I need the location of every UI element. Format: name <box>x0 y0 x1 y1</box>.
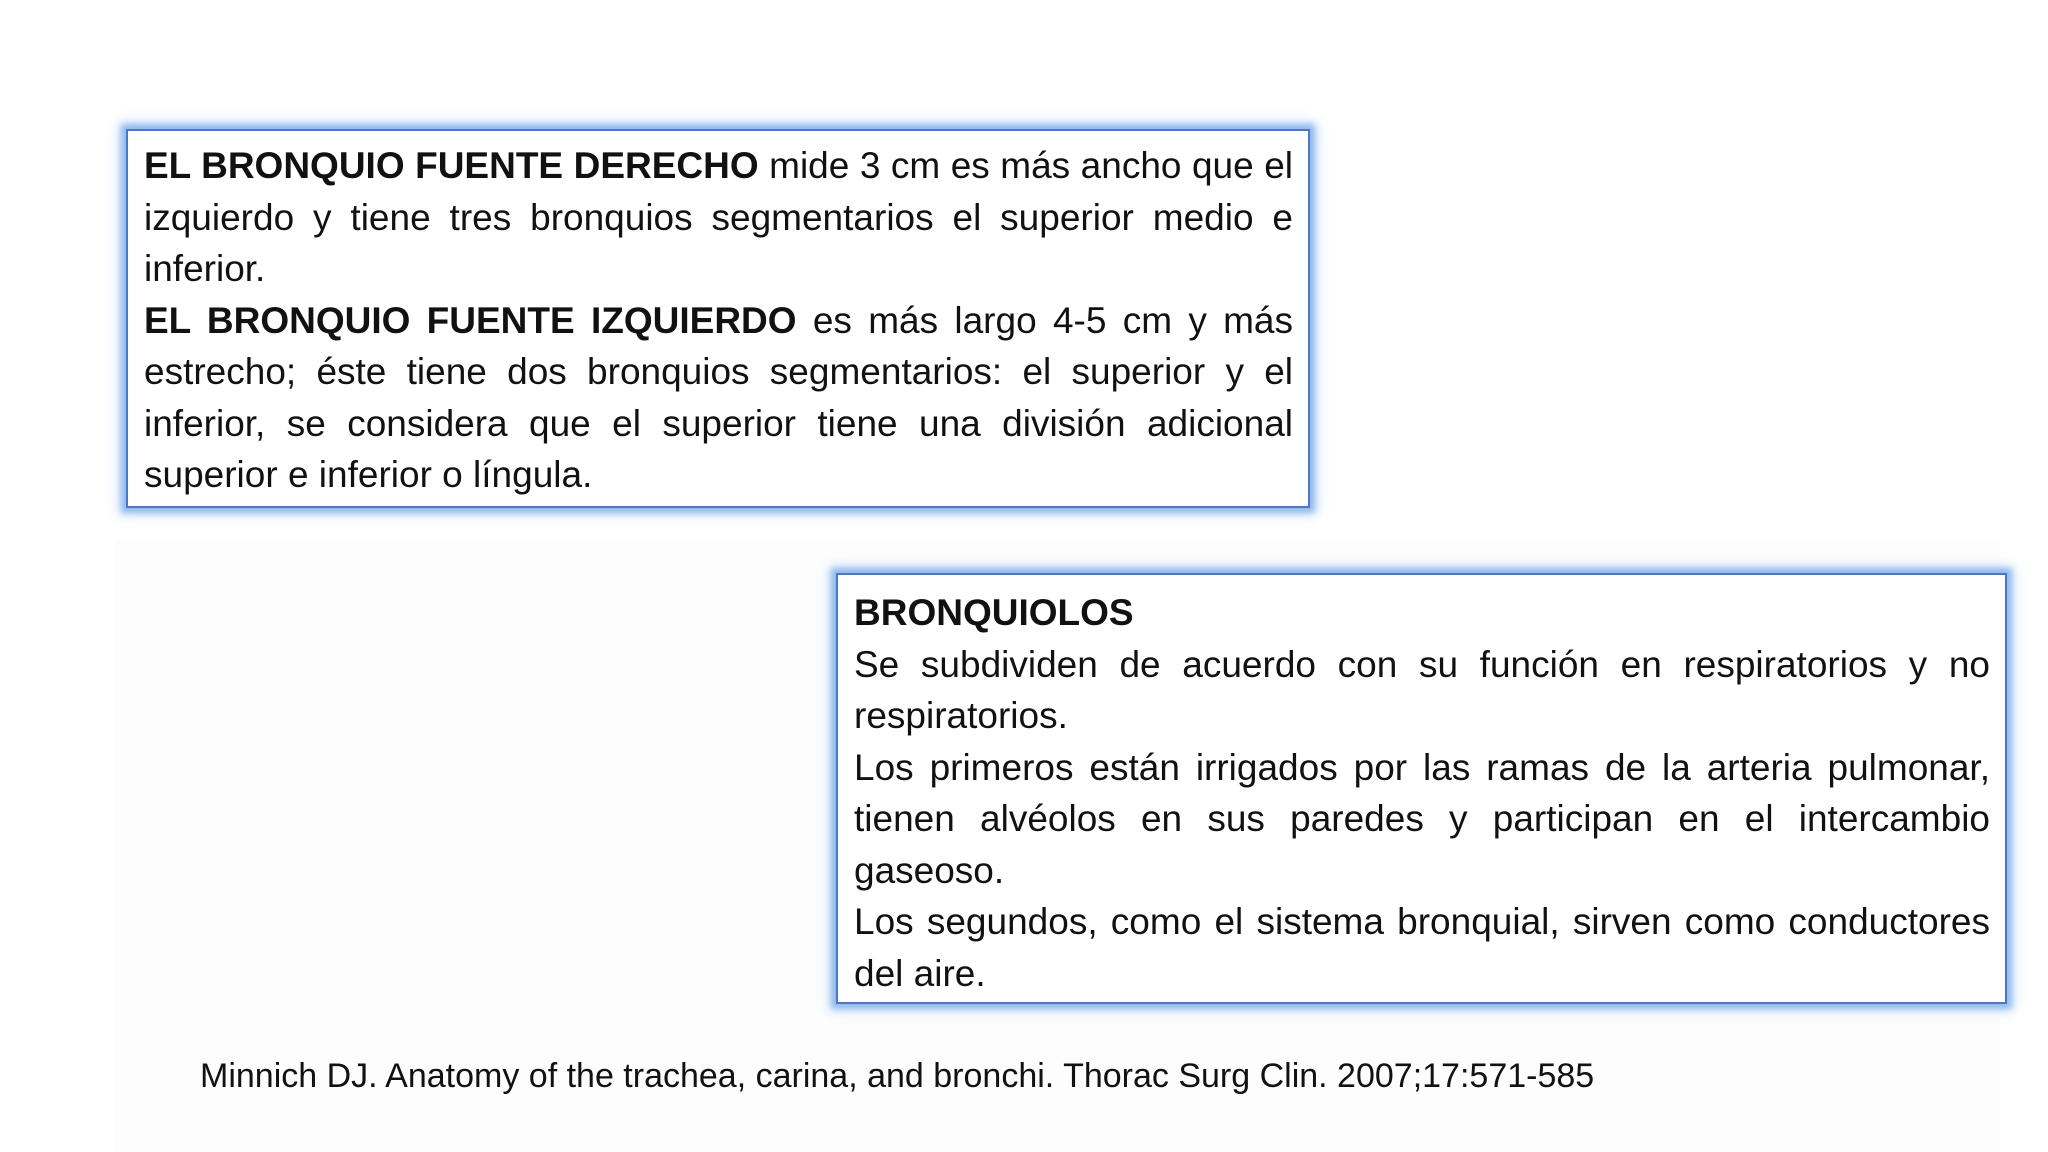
right-bronchus-paragraph <box>144 140 1293 295</box>
right-bronchus-text: mide 3 cm es más ancho que el izquierdo y tiene tres bronquios segmentarios el superior medio e inferior. <box>144 145 1294 289</box>
right-bronchus-heading: EL BRONQUIO FUENTE DERECHO <box>144 145 759 186</box>
reference-citation: Minnich DJ. Anatomy of the trachea, carina, and bronchi. Thorac Surg Clin. 2007;17:571-585 <box>200 1057 1595 1095</box>
bronchioles-paragraph-subdivision: Se subdividen de acuerdo con su función en respiratorios y no respiratorios. <box>854 643 1990 736</box>
bronchioles-heading: BRONQUIOLOS <box>854 592 1134 633</box>
left-bronchus-paragraph <box>144 295 1293 501</box>
left-bronchus-text: es más largo 4-5 cm y más estrecho; éste tiene dos bronquios segmentarios: el superior y el inferior, se considera que el superior tiene una división adicional superior e inferior o língula. <box>144 299 1294 495</box>
bronchioles-textbox <box>836 573 2007 1004</box>
bronchioles-paragraph-respiratory: Los primeros están irrigados por las ramas de la arteria pulmonar, tienen alvéolos en sus paredes y participan en el intercambio gaseoso. <box>854 746 1990 891</box>
left-bronchus-heading: EL BRONQUIO FUENTE IZQUIERDO <box>144 299 797 341</box>
right-left-bronchus-textbox <box>126 129 1310 508</box>
bronchioles-paragraph-conducting: Los segundos, como el sistema bronquial, sirven como conductores del aire. <box>854 901 1990 994</box>
